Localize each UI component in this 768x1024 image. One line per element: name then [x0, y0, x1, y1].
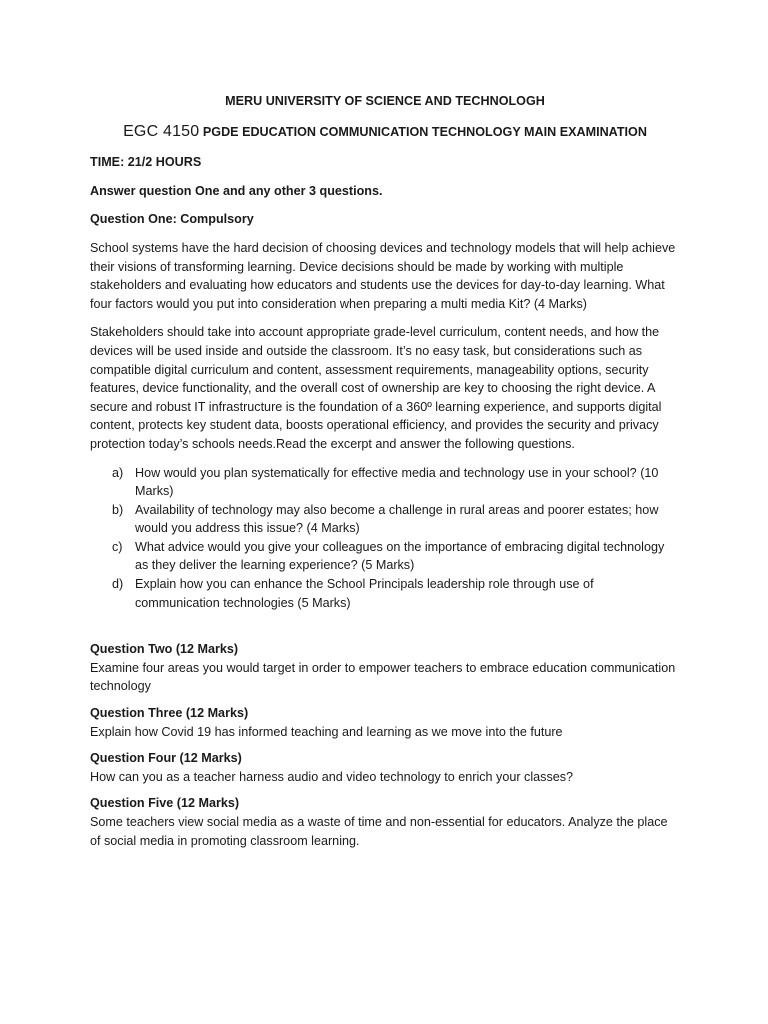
university-name: MERU UNIVERSITY OF SCIENCE AND TECHNOLOGH: [225, 94, 545, 108]
course-code: EGC 4150: [123, 122, 200, 140]
question-heading: Question Four (12 Marks): [90, 751, 242, 766]
exam-time: TIME: 21/2 HOURS: [90, 155, 202, 170]
item-text: Availability of technology may also become a challenge in rural areas and poorer estates; how would you address this issue? (4 Marks): [135, 502, 659, 536]
spacer: [90, 612, 680, 640]
item-label: a): [112, 465, 124, 480]
question-text: Explain how Covid 19 has informed teaching and learning as we move into the future: [90, 724, 563, 739]
list-item: [90, 575, 680, 612]
question-five: [90, 794, 680, 850]
item-label: b): [112, 502, 124, 517]
question-text: How can you as a teacher harness audio and video technology to enrich your classes?: [90, 769, 574, 784]
exam-content: [90, 92, 680, 858]
question-heading: Question Two (12 Marks): [90, 642, 239, 657]
question-heading: Question Three (12 Marks): [90, 706, 249, 721]
list-item: [90, 538, 680, 575]
question-three: [90, 704, 680, 741]
question-heading: Question Five (12 Marks): [90, 796, 240, 811]
item-label: c): [112, 539, 123, 554]
question-one-heading: Question One: Compulsory: [90, 212, 254, 227]
question-one-paragraph-1: School systems have the hard decision of choosing devices and technology models that will help achieve their visions of transforming learning. Device decisions should be made by working with multiple stakeholders and evaluating how educators and students use the devices for day-to-day learning. What four factors would you put into consideration when preparing a multi media Kit? (4 Marks): [90, 240, 676, 311]
question-one-paragraph-2: Stakeholders should take into account appropriate grade-level curriculum, content needs, and how the devices will be used inside and outside the classroom. It’s no easy task, but considerations such as compatible digital curriculum and content, assessment requirements, manageability options, security features, device functionality, and the overall cost of ownership are key to choosing the right device. A secure and robust IT infrastructure is the foundation of a 360º learning experience, and supports digital content, protects key student data, boosts operational efficiency, and provides the security and privacy protection today’s schools needs.Read the excerpt and answer the following questions.: [90, 325, 662, 451]
question-four: [90, 749, 680, 786]
exam-instructions: Answer question One and any other 3 questions.: [90, 183, 383, 198]
exam-name: PGDE EDUCATION COMMUNICATION TECHNOLOGY MAIN EXAMINATION: [202, 124, 647, 139]
question-text: Examine four areas you would target in order to empower teachers to embrace education communication technology: [90, 660, 676, 694]
question-two: [90, 640, 680, 696]
item-text: What advice would you give your colleagues on the importance of embracing digital technology as they deliver the learning experience? (5 Marks): [135, 539, 665, 573]
item-text: How would you plan systematically for effective media and technology use in your school? (10 Marks): [135, 465, 659, 499]
item-label: d): [112, 577, 124, 592]
exam-title: [90, 123, 680, 142]
item-text: Explain how you can enhance the School Principals leadership role through use of communication technologies (5 Marks): [135, 577, 594, 610]
question-text: Some teachers view social media as a waste of time and non-essential for educators. Analyze the place of social media in promoting classroom learning.: [90, 815, 668, 848]
list-item: [90, 501, 680, 538]
list-item: [90, 464, 680, 501]
question-one-subquestions: [90, 464, 680, 613]
